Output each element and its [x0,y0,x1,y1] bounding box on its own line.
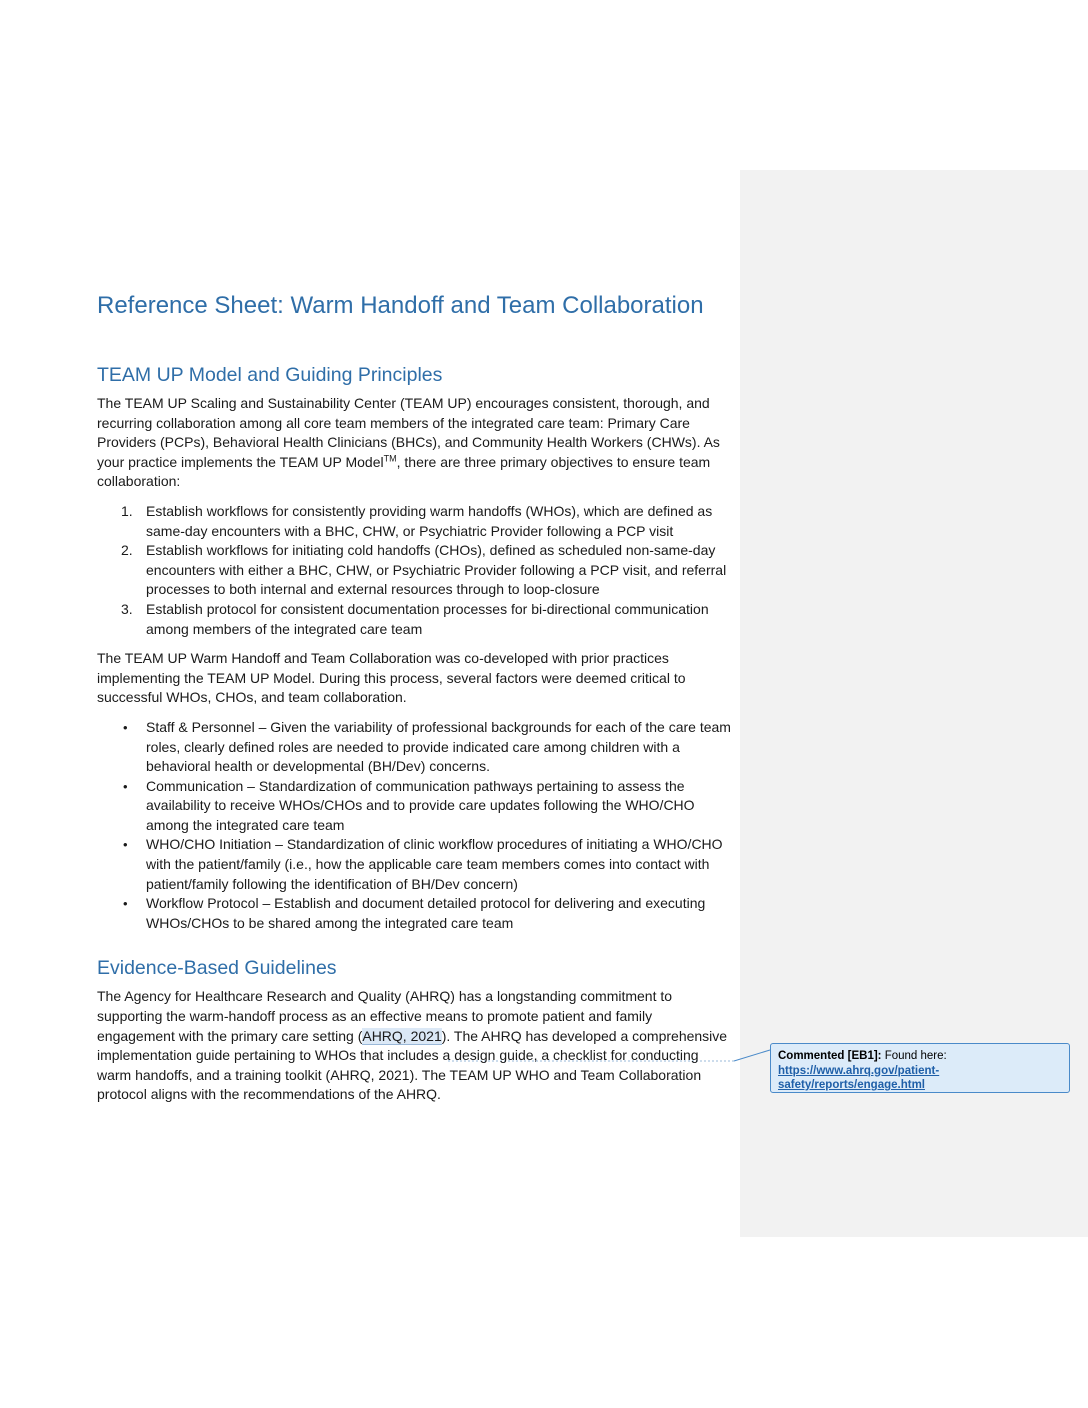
list-item [97,835,733,894]
evidence-text-start: The Agency for Healthcare Research and Quality (AHRQ) has a longstanding commitment to supporting the warm-handoff process as an effective means to promote patient and family engagement with the primary care setting ( [97,988,673,1044]
list-number: 1. [121,502,133,519]
section-heading-evidence-based-guidelines: Evidence-Based Guidelines [97,957,337,980]
commented-citation[interactable]: AHRQ, 2021 [362,1027,442,1044]
comment-author: Commented [EB1]: [778,1050,882,1062]
list-item [97,894,733,933]
section-heading-team-up-model: TEAM UP Model and Guiding Principles [97,364,443,386]
document-body [97,290,733,1105]
intro-text-end: , there are three primary objectives to ensure team collaboration: [97,453,711,490]
bullet-icon: • [123,896,128,912]
comment-balloon[interactable] [770,1043,1070,1093]
list-item [97,502,733,541]
bullet-icon: • [123,719,128,735]
evidence-text-end: ). The AHRQ has developed a comprehensive implementation guide pertaining to WHOs that includes a design guide, a checklist for conducting warm handoffs, and a training toolkit (AHRQ, 2021). The TEAM UP WHO and Team Collaboration protocol aligns with the recommendations of the AHRQ. [97,1027,728,1103]
list-item-text: Establish protocol for consistent documentation processes for bi-directional communication among members of the integrated care team [146,600,709,637]
list-item-text: Establish workflows for consistently providing warm handoffs (WHOs), which are defined as same-day encounters with a BHC, CHW, or Psychiatric Provider following a PCP visit [146,502,713,539]
factors-list [97,718,733,934]
list-item-text: WHO/CHO Initiation – Standardization of clinic workflow procedures of initiating a WHO/CHO with the patient/family (i.e., how the applicable care team members comes into contact with patient/family following the identification of BH/Dev concern) [146,836,723,892]
comment-text: Found here: [881,1050,947,1062]
bullet-icon: • [123,778,128,794]
evidence-paragraph [97,987,733,1105]
intro-text-start: The TEAM UP Scaling and Sustainability Center (TEAM UP) encourages consistent, thorough, and recurring collaboration among all core team members of the integrated care team: Primary Care Providers (PCPs), Behavioral Health Clinicians (BHCs), and Community Health Workers (CHWs). As your practice implements the TEAM UP Model [97,395,720,470]
bullet-icon: • [123,837,128,853]
list-number: 3. [121,600,133,617]
factors-intro-paragraph: The TEAM UP Warm Handoff and Team Collaboration was co-developed with prior practices implementing the TEAM UP Model. During this process, several factors were deemed critical to successful WHOs, CHOs, and team collaboration. [97,650,686,706]
intro-paragraph [97,394,733,492]
trademark-mark: TM [383,453,397,464]
list-item-text: Communication – Standardization of communication pathways pertaining to assess the availability to receive WHOs/CHOs and to provide care updates following the WHO/CHO among the integrated care team [146,777,695,833]
list-item [97,541,733,600]
comment-link[interactable]: https://www.ahrq.gov/patient-safety/reports/engage.html [778,1064,940,1091]
list-item [97,600,733,639]
list-item [97,777,733,836]
list-item [97,718,733,777]
list-item-text: Workflow Protocol – Establish and document detailed protocol for delivering and executing WHOs/CHOs to be shared among the integrated care team [146,895,706,931]
list-item-text: Establish workflows for initiating cold handoffs (CHOs), defined as scheduled non-same-day encounters with either a BHC, CHW, or Psychiatric Provider following a PCP visit, and referral processes to both internal and external resources through to loop-closure [146,542,727,598]
page-title: Reference Sheet: Warm Handoff and Team Collaboration [97,292,704,319]
list-number: 2. [121,542,133,559]
objectives-list [97,502,733,639]
list-item-text: Staff & Personnel – Given the variability of professional backgrounds for each of the care team roles, clearly defined roles are needed to provide indicated care among children with a behavioral health or developmental (BH/Dev) concerns. [146,718,731,775]
